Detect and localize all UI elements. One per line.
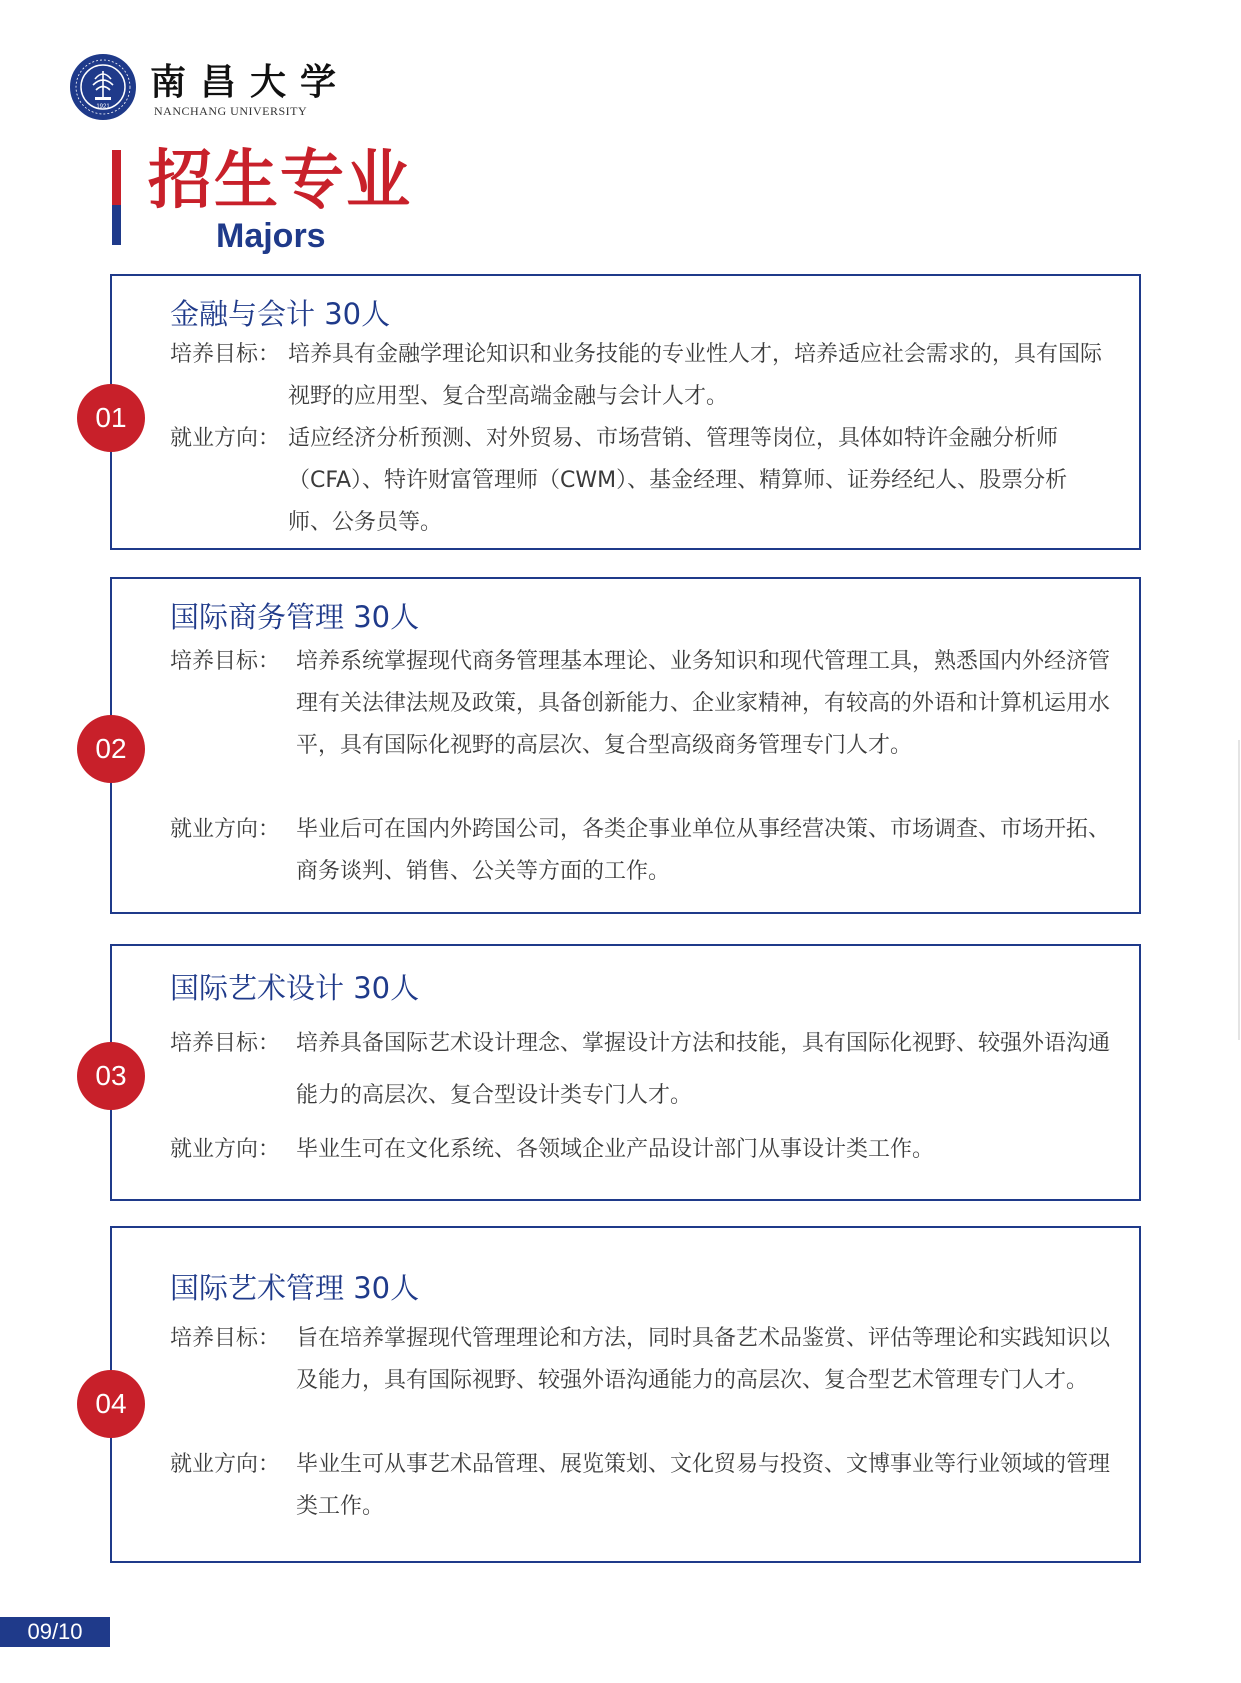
career-direction xyxy=(170,1128,1111,1172)
major-card-1 xyxy=(95,274,1141,550)
major-card-4 xyxy=(95,1226,1141,1563)
section-title-en: Majors xyxy=(216,217,326,255)
section-title-cn: 招生专业 xyxy=(148,144,412,218)
major-number-badge: 03 xyxy=(77,1042,145,1110)
major-title: 国际艺术设计 30人 xyxy=(170,971,420,1005)
goal-text: 旨在培养掌握现代管理理论和方法，同时具备艺术品鉴赏、评估等理论和实践知识以及能力，具有国际视野、较强外语沟通能力的高层次、复合型艺术管理专门人才。 xyxy=(296,1326,1111,1393)
goal-text: 培养系统掌握现代商务管理基本理论、业务知识和现代管理工具，熟悉国内外经济管理有关法律法规及政策，具备创新能力、企业家精神，有较高的外语和计算机运用水平，具有国际化视野的高层次、复合型高级商务管理专门人才。 xyxy=(296,649,1111,758)
training-goal xyxy=(170,1318,1111,1402)
training-goal xyxy=(170,334,1111,418)
career-text: 毕业后可在国内外跨国公司，各类企事业单位从事经营决策、市场调查、市场开拓、商务谈判、销售、公关等方面的工作。 xyxy=(296,817,1111,884)
major-title: 国际艺术管理 30人 xyxy=(170,1271,420,1305)
goal-text: 培养具有金融学理论知识和业务技能的专业性人才，培养适应社会需求的，具有国际视野的应用型、复合型高端金融与会计人才。 xyxy=(288,342,1103,409)
university-logo xyxy=(70,54,400,124)
career-text: 毕业生可在文化系统、各领域企业产品设计部门从事设计类工作。 xyxy=(296,1137,935,1162)
major-card-3 xyxy=(95,944,1141,1201)
title-accent-bar-red xyxy=(112,150,121,205)
career-label: 就业方向： xyxy=(170,817,281,842)
major-card-2 xyxy=(95,577,1141,914)
seal-year: 1921 xyxy=(96,104,110,110)
career-label: 就业方向： xyxy=(170,1452,281,1477)
career-direction xyxy=(170,1444,1111,1528)
major-number-badge: 01 xyxy=(77,384,145,452)
career-text: 适应经济分析预测、对外贸易、市场营销、管理等岗位，具体如特许金融分析师（CFA）、特许财富管理师（CWM）、基金经理、精算师、证券经纪人、股票分析师、公务员等。 xyxy=(288,426,1068,535)
career-text: 毕业生可从事艺术品管理、展览策划、文化贸易与投资、文博事业等行业领域的管理类工作。 xyxy=(296,1452,1111,1519)
training-goal xyxy=(170,1018,1111,1122)
career-label: 就业方向： xyxy=(170,426,281,451)
page-edge-divider xyxy=(1238,740,1240,1040)
career-direction xyxy=(170,809,1111,893)
goal-label: 培养目标： xyxy=(170,649,281,674)
goal-label: 培养目标： xyxy=(170,1031,281,1056)
career-label: 就业方向： xyxy=(170,1137,281,1162)
goal-label: 培养目标： xyxy=(170,1326,281,1351)
title-accent-bar-blue xyxy=(112,205,121,245)
university-seal-icon xyxy=(70,54,136,120)
major-title: 金融与会计 30人 xyxy=(170,297,391,331)
major-number-badge: 04 xyxy=(77,1370,145,1438)
school-name-en: NANCHANG UNIVERSITY xyxy=(154,104,308,118)
goal-label: 培养目标： xyxy=(170,342,281,367)
major-title: 国际商务管理 30人 xyxy=(170,600,420,634)
training-goal xyxy=(170,641,1111,767)
major-number-badge: 02 xyxy=(77,715,145,783)
goal-text: 培养具备国际艺术设计理念、掌握设计方法和技能，具有国际化视野、较强外语沟通能力的高层次、复合型设计类专门人才。 xyxy=(296,1031,1111,1108)
career-direction xyxy=(170,418,1111,544)
school-name-cn: 南昌大学 xyxy=(150,61,351,103)
page-number: 09/10 xyxy=(0,1617,110,1647)
